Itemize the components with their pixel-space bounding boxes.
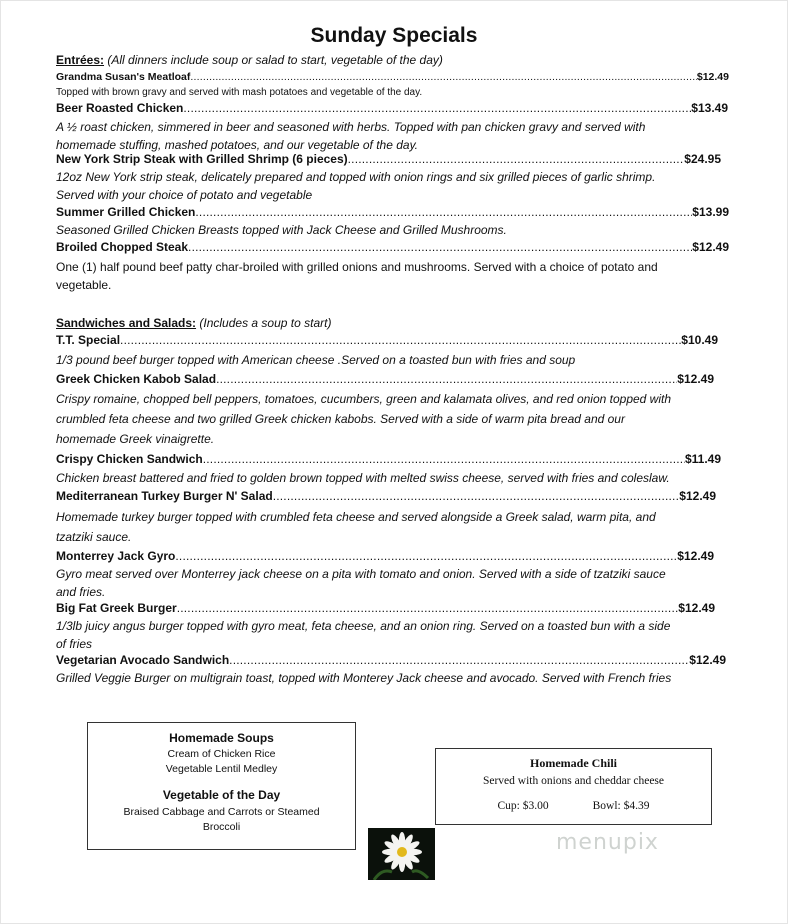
menu-item-crispy-chicken	[56, 452, 721, 466]
item-desc: Chicken breast battered and fried to golden brown topped with melted swiss cheese, served with fries and coleslaw.	[56, 471, 670, 485]
soups-title: Homemade Soups	[169, 731, 274, 745]
item-price: $12.49	[692, 240, 729, 254]
item-desc: Gyro meat served over Monterrey jack cheese on a pita with tomato and onion. Served with a side of tzatziki sauce and fries.	[56, 567, 666, 599]
item-desc: 12oz New York strip steak, delicately prepared and topped with onion rings and six grilled pieces of garlic shrimp. Served with your choice of potato and vegetable	[56, 170, 656, 202]
item-desc: Grilled Veggie Burger on multigrain toast, topped with Monterey Jack cheese and avocado. Served with French fries	[56, 671, 672, 685]
chili-prices	[436, 800, 711, 812]
menu-item-strip-steak	[56, 152, 721, 166]
menu-item-meatloaf	[56, 71, 729, 83]
chili-subtitle: Served with onions and cheddar cheese	[482, 775, 665, 787]
item-price: $11.49	[684, 452, 721, 466]
sandwiches-note: (Includes a soup to start)	[199, 316, 332, 330]
item-price: $12.49	[677, 372, 714, 386]
item-price: $13.49	[691, 101, 728, 115]
item-name: Monterrey Jack Gyro	[56, 549, 176, 563]
item-name: T.T. Special	[56, 333, 121, 347]
item-price: $13.99	[692, 205, 729, 219]
daisy-image	[368, 828, 435, 880]
item-price: $10.49	[681, 333, 718, 347]
vegetable-title: Vegetable of the Day	[162, 788, 281, 802]
item-name: Summer Grilled Chicken	[56, 205, 196, 219]
item-desc: Topped with brown gravy and served with mash potatoes and vegetable of the day.	[56, 87, 423, 98]
item-price: $12.49	[677, 549, 714, 563]
item-desc: A ½ roast chicken, simmered in beer and seasoned with herbs. Topped with pan chicken gravy and served with homemade stuffing, mashed potatoes, and our vegetable of the day.	[56, 120, 646, 152]
item-name: Greek Chicken Kabob Salad	[56, 372, 217, 386]
chili-title: Homemade Chili	[530, 756, 617, 770]
menupix-watermark: menupix	[556, 830, 659, 855]
item-price: $12.49	[678, 601, 715, 615]
soup-item: Cream of Chicken Rice	[167, 748, 276, 760]
item-name: New York Strip Steak with Grilled Shrimp (6 pieces)	[56, 152, 348, 166]
item-desc: One (1) half pound beef patty char-broiled with grilled onions and mushrooms. Served with a choice of potato and vegetable.	[56, 260, 658, 292]
item-name: Grandma Susan's Meatloaf	[56, 71, 191, 83]
menu-item-beer-chicken	[56, 101, 728, 115]
item-price: $12.49	[679, 489, 716, 503]
page-title: Sunday Specials	[310, 24, 478, 47]
vegetable-line: Braised Cabbage and Carrots or Steamed	[123, 806, 320, 818]
entrees-header	[56, 53, 443, 67]
menu-item-vegetarian-avocado	[56, 653, 726, 667]
menu-item-greek-kabob-salad	[56, 372, 714, 386]
chili-cup-price: Cup: $3.00	[497, 800, 549, 812]
entrees-note: (All dinners include soup or salad to start, vegetable of the day)	[107, 53, 443, 67]
menu-item-tt-special	[56, 333, 718, 347]
item-desc: 1/3 pound beef burger topped with American cheese .Served on a toasted bun with fries and soup	[56, 353, 576, 367]
item-name: Vegetarian Avocado Sandwich	[56, 653, 230, 667]
menu-item-big-fat-greek-burger	[56, 601, 715, 615]
item-desc: Homemade turkey burger topped with crumbled feta cheese and served alongside a Greek salad, warm pita, and tzatziki sauce.	[56, 510, 656, 544]
menu-item-turkey-burger	[56, 489, 716, 503]
item-price: $12.49	[696, 71, 729, 83]
entrees-heading: Entrées:	[56, 53, 105, 67]
item-name: Crispy Chicken Sandwich	[56, 452, 203, 466]
item-desc: Seasoned Grilled Chicken Breasts topped with Jack Cheese and Grilled Mushrooms.	[56, 223, 507, 237]
soup-item: Vegetable Lentil Medley	[165, 763, 278, 775]
item-price: $24.95	[684, 152, 721, 166]
item-name: Mediterranean Turkey Burger N' Salad	[56, 489, 273, 503]
item-name: Beer Roasted Chicken	[56, 101, 184, 115]
sandwiches-header	[56, 316, 331, 330]
item-name: Big Fat Greek Burger	[56, 601, 177, 615]
menu-item-summer-chicken	[56, 205, 729, 219]
menu-item-monterrey-gyro	[56, 549, 714, 563]
soups-vegetable-box	[87, 722, 356, 850]
chili-bowl-price: Bowl: $4.39	[592, 800, 650, 812]
item-desc: 1/3lb juicy angus burger topped with gyro meat, feta cheese, and an onion ring. Served on a toasted bun with a side of fries	[56, 619, 671, 651]
menu-item-chopped-steak	[56, 240, 729, 254]
vegetable-line: Broccoli	[202, 821, 241, 833]
chili-box	[435, 748, 712, 825]
item-name: Broiled Chopped Steak	[56, 240, 189, 254]
sandwiches-heading: Sandwiches and Salads:	[56, 316, 197, 330]
item-desc: Crispy romaine, chopped bell peppers, tomatoes, cucumbers, green and kalamata olives, and red onion topped with crumbled feta cheese and two grilled Greek chicken kabobs. Served with a side of warm pita bread and our homemade Greek vinaigrette.	[56, 392, 672, 446]
item-price: $12.49	[689, 653, 726, 667]
